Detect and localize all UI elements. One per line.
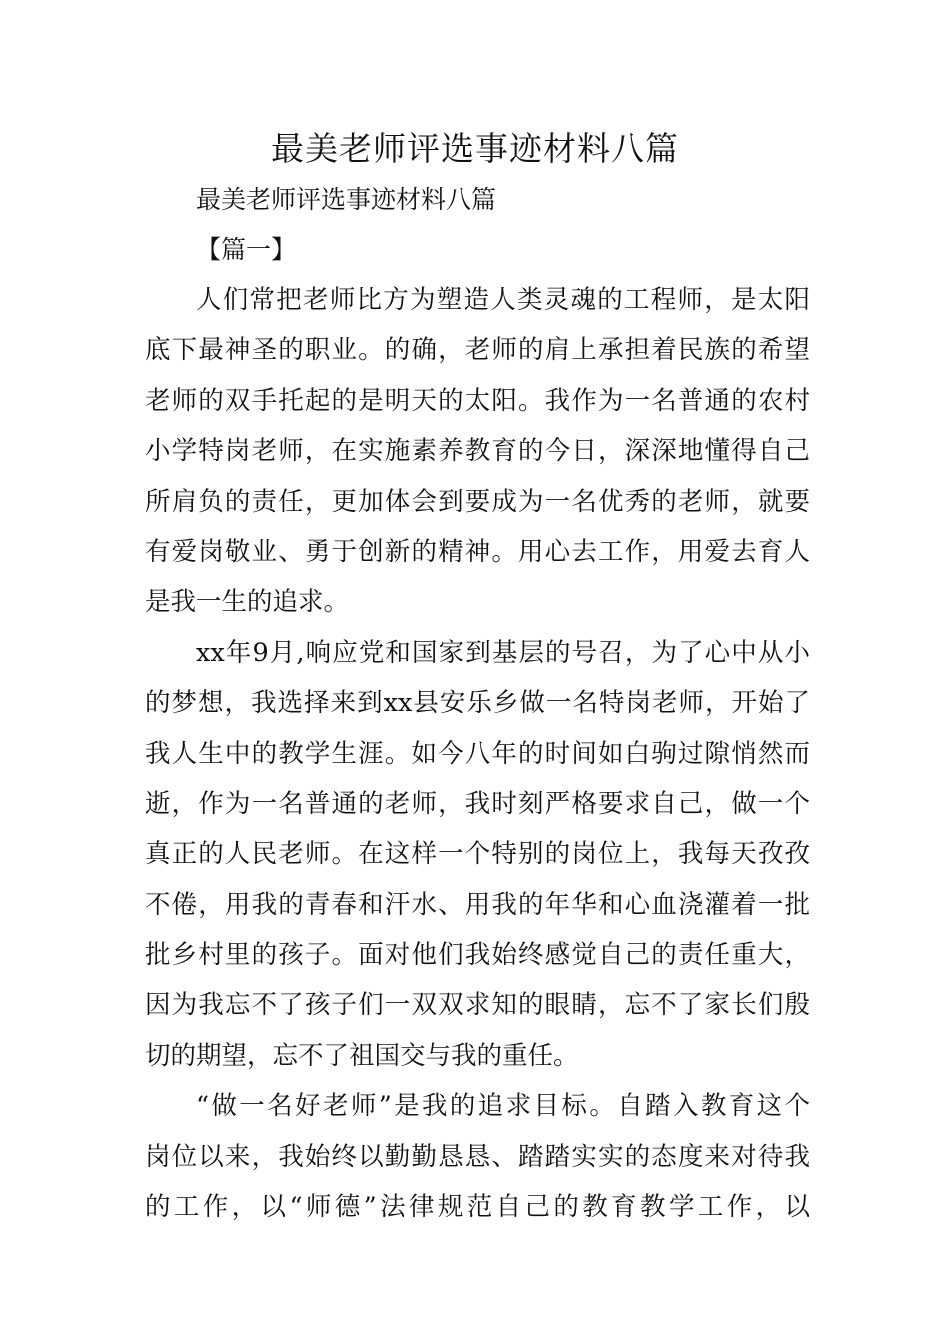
paragraph-line: 逝，作为一名普通的老师，我时刻严格要求自己，做一个 [145, 788, 810, 819]
paragraph-line: 人们常把老师比方为塑造人类灵魂的工程师，是太阳 [196, 285, 810, 315]
paragraph-line: 小学特岗老师，在实施素养教育的今日，深深地懂得自己 [145, 436, 810, 467]
paragraph-line: 底下最神圣的职业。的确，老师的肩上承担着民族的希望 [145, 335, 810, 366]
paragraph-line: 不倦，用我的青春和汗水、用我的年华和心血浇灌着一批 [145, 889, 810, 920]
paragraph-line: 老师的双手托起的是明天的太阳。我作为一名普通的农村 [145, 385, 810, 416]
document-title: 最美老师评选事迹材料八篇 [271, 129, 679, 168]
paragraph-line: “做一名好老师”是我的追求目标。自踏入教育这个 [196, 1091, 810, 1122]
paragraph-line: 我人生中的教学生涯。如今八年的时间如白驹过隙悄然而 [145, 738, 810, 769]
paragraph-line: 批乡村里的孩子。面对他们我始终感觉自己的责任重大， [145, 940, 810, 971]
paragraph-line: 真正的人民老师。在这样一个特别的岗位上，我每天孜孜 [145, 839, 810, 870]
paragraph-line: 有爱岗敬业、勇于创新的精神。用心去工作，用爱去育人 [145, 536, 810, 567]
paragraph-line: 是我一生的追求。 [145, 587, 350, 618]
body-text [145, 278, 810, 1235]
paragraph-line: 因为我忘不了孩子们一双双求知的眼睛，忘不了家长们殷 [145, 990, 810, 1021]
paragraph-line: 所肩负的责任，更加体会到要成为一名优秀的老师，就要 [145, 486, 810, 517]
section-heading: 【篇一】 [196, 235, 297, 264]
paragraph-line: 岗位以来，我始终以勤勤恳恳、踏踏实实的态度来对待我 [145, 1141, 810, 1172]
paragraph-line: xx年9月,响应党和国家到基层的号召，为了心中从小 [196, 637, 810, 668]
document-subtitle: 最美老师评选事迹材料八篇 [196, 185, 497, 214]
paragraph-line: 的工作，以“师德”法律规范自己的教育教学工作，以 [145, 1192, 810, 1223]
paragraph-line: 的梦想，我选择来到xx县安乐乡做一名特岗老师，开始了 [145, 688, 810, 719]
paragraph-line: 切的期望，忘不了祖国交与我的重任。 [145, 1040, 579, 1071]
